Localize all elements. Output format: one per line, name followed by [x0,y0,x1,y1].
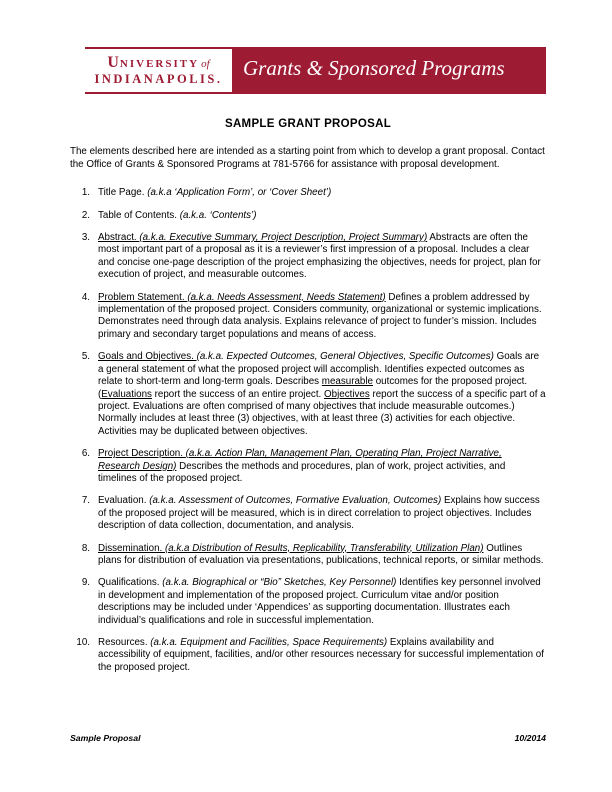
logo-of: of [201,57,210,70]
item-1-heading: Title Page. [98,187,148,199]
item-5-body-4: report the success of a specific part of a project. Evaluations are often comprised of many objectives that include measurable outcomes.) Normally includes at least three (3) objectives, with at least three (3) activities for each objective. Activities may be duplicated between objectives. [98,388,546,437]
item-number: 5. [81,351,90,363]
item-9-aka: (a.k.a. Biographical or “Bio” Sketches, Key Personnel) [162,577,397,589]
item-5-heading: Goals and Objectives. [98,351,197,363]
list-item-title-page [70,187,546,199]
item-7-heading: Evaluation. [98,495,150,507]
university-logo [85,49,232,92]
item-text [98,351,546,438]
item-text [98,637,546,674]
logo-university-line [107,55,209,72]
item-9-body: Identifies key personnel involved in development and implementation of the proposed project. Curriculum vitae and/or position descriptions may be included under ‘Appendices’ as supporting documentation. Illustrates each individual’s qualifications and role in successful implementation. [98,577,541,626]
item-8-body: Outlines plans for distribution of evaluation via presentations, publications, technical reports, or similar methods. [98,542,544,566]
list-item-qualifications [70,577,546,627]
item-5-aka: (a.k.a. Expected Outcomes, General Objectives, Specific Outcomes) [196,351,494,363]
list-item-table-of-contents [70,210,546,222]
item-6-aka: (a.k.a. Action Plan, Management Plan, Operating Plan, Project Narrative, Research Design) [98,448,502,472]
item-5-body-2: outcomes for the proposed project. ( [98,376,528,400]
item-number: 1. [81,187,90,199]
item-7-aka: (a.k.a. Assessment of Outcomes, Formative Evaluation, Outcomes) [149,495,442,507]
item-text [98,543,546,568]
item-1-aka: (a.k.a ‘Application Form’, or ‘Cover Sheet’) [147,187,332,199]
item-9-heading: Qualifications. [98,577,163,589]
list-item-problem-statement [70,292,546,342]
document-title: SAMPLE GRANT PROPOSAL [224,118,392,130]
item-text [98,187,546,199]
item-8-heading: Dissemination. [98,542,165,554]
item-text [98,232,546,282]
item-4-heading: Problem Statement. [98,291,188,303]
item-10-aka: (a.k.a. Equipment and Facilities, Space Requirements) [150,637,388,648]
item-2-heading: Table of Contents. [98,209,180,221]
intro-paragraph: The elements described here are intended as a starting point from which to develop a grant proposal. Contact the Office of Grants & Sponsored Programs at 781-5766 for assistance with proposal development. [70,146,545,170]
header-banner [85,47,546,94]
item-text [98,495,546,532]
list-item-project-description [70,448,546,485]
item-5-measurable: measurable [321,376,373,388]
item-6-heading: Project Description. [98,448,186,460]
item-number: 7. [81,495,90,507]
item-text [98,577,546,627]
item-10-body: Explains availability and accessibility of equipment, facilities, and/or other resources necessary for successful implementation of the proposed project. [98,637,544,673]
item-text [98,292,546,342]
item-number: 2. [81,209,90,221]
list-item-abstract [70,232,546,282]
item-2-aka: (a.k.a. ‘Contents’) [179,209,257,221]
document-content [70,118,546,684]
list-item-evaluation [70,495,546,532]
item-number: 3. [81,232,90,244]
footer-date: 10/2014 [514,733,546,743]
item-4-body: Defines a problem addressed by implementation of the proposed project. Considers community, organizational or systemic implications. Demonstrates need through data analysis. Explains relevance of project to funder’s mission. Includes primary and secondary target populations and means of access. [98,291,542,340]
item-number: 8. [81,542,90,554]
item-text [98,448,546,485]
item-8-aka: (a.k.a Distribution of Results, Replicability, Transferability, Utilization Plan) [164,542,484,554]
list-item-goals-and-objectives [70,351,546,438]
item-3-aka: (a.k.a. Executive Summary, Project Description, Project Summary) [139,232,428,244]
item-5-objectives: Objectives [324,388,370,400]
page-footer [70,733,546,743]
logo-indianapolis-line: INDIANAPOLIS. [94,72,223,87]
proposal-elements-list [70,187,546,674]
item-7-body: Explains how success of the proposed project will be measured, which is in direct correlation to project objectives. Includes description of data collection, documentation, and analysis. [98,495,540,532]
program-title-banner: Grants & Sponsored Programs [243,56,505,80]
item-3-heading: Abstract. [98,232,140,244]
item-6-body: Describes the methods and procedures, plan of work, project activities, and timelines of the proposed project. [98,460,506,484]
item-4-aka: (a.k.a. Needs Assessment, Needs Statement) [187,291,386,303]
item-5-evaluations: Evaluations [101,388,152,400]
item-number: 9. [81,577,90,589]
footer-document-label: Sample Proposal [70,733,141,743]
item-number: 6. [81,448,90,460]
item-number: 4. [81,291,90,303]
item-10-heading: Resources. [98,637,151,648]
item-number: 10. [76,637,90,648]
item-5-body-3: report the success of an entire project. [151,388,324,400]
logo-initial: U [107,53,120,71]
item-3-body: Abstracts are often the most important part of a proposal as it is a reviewer’s first impression of a proposal. Includes a clear and concise one-page description of the project emphasizing the objectives, needs for project, plan for execution of project, and measurable outcomes. [98,232,541,281]
list-item-dissemination [70,543,546,568]
item-text [98,210,546,222]
list-item-resources [70,637,546,674]
logo-university-rest: NIVERSITY [119,57,200,70]
item-5-body-1: Goals are a general statement of what the proposed project will accomplish. Identifies expected outcomes as relate to short-term and long-term goals. Describes [98,351,540,388]
